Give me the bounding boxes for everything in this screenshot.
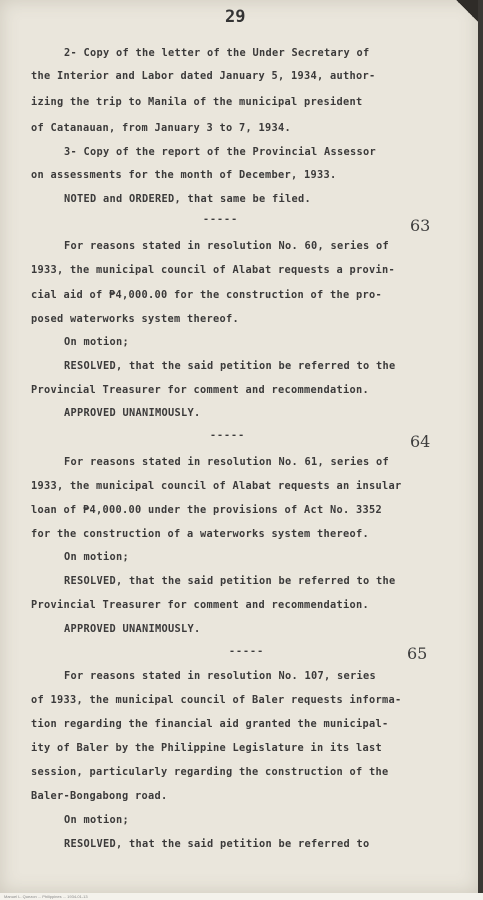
text-line: 2- Copy of the letter of the Under Secretary of (64, 47, 370, 59)
text-line: ity of Baler by the Philippine Legislature in its last (31, 742, 382, 754)
text-line: on assessments for the month of December, 1933. (31, 169, 337, 181)
text-line: loan of ₱4,000.00 under the provisions of Act No. 3352 (31, 504, 382, 516)
text-line: On motion; (64, 551, 129, 563)
text-line: cial aid of ₱4,000.00 for the construction of the pro- (31, 289, 382, 301)
page-corner-shadow (456, 0, 478, 22)
text-line: For reasons stated in resolution No. 61, series of (64, 456, 389, 468)
text-line: On motion; (64, 814, 129, 826)
text-line: 3- Copy of the report of the Provincial Assessor (64, 146, 376, 158)
text-line: Provincial Treasurer for comment and recommendation. (31, 384, 369, 396)
separator-dashes: ----- (229, 646, 265, 657)
text-line: tion regarding the financial aid granted the municipal- (31, 718, 389, 730)
text-line: Provincial Treasurer for comment and recommendation. (31, 599, 369, 611)
text-line: of 1933, the municipal council of Baler requests informa- (31, 694, 402, 706)
scan-footer-strip: Manuel L. Quezon ... Philippines ... 1934-01-13 (0, 893, 483, 900)
text-line: APPROVED UNANIMOUSLY. (64, 623, 201, 635)
text-line: izing the trip to Manila of the municipal president (31, 96, 363, 108)
text-line: On motion; (64, 336, 129, 348)
text-line: APPROVED UNANIMOUSLY. (64, 407, 201, 419)
text-line: posed waterworks system thereof. (31, 313, 239, 325)
text-line: 1933, the municipal council of Alabat requests a provin- (31, 264, 395, 276)
text-line: RESOLVED, that the said petition be referred to the (64, 360, 396, 372)
item-number: 65 (407, 644, 428, 663)
text-line: 1933, the municipal council of Alabat requests an insular (31, 480, 402, 492)
text-line: Baler-Bongabong road. (31, 790, 168, 802)
item-number: 64 (410, 432, 431, 451)
text-line: For reasons stated in resolution No. 60, series of (64, 240, 389, 252)
text-line: RESOLVED, that the said petition be referred to the (64, 575, 396, 587)
separator-dashes: ----- (210, 430, 246, 441)
text-line: NOTED and ORDERED, that same be filed. (64, 193, 311, 205)
separator-dashes: ----- (203, 214, 239, 225)
item-number: 63 (410, 216, 431, 235)
text-line: RESOLVED, that the said petition be referred to (64, 838, 370, 850)
text-line: for the construction of a waterworks system thereof. (31, 528, 369, 540)
page-number: 29 (225, 7, 246, 27)
text-line: of Catanauan, from January 3 to 7, 1934. (31, 122, 291, 134)
text-line: session, particularly regarding the construction of the (31, 766, 389, 778)
text-line: the Interior and Labor dated January 5, 1934, author- (31, 70, 376, 82)
text-line: For reasons stated in resolution No. 107, series (64, 670, 376, 682)
